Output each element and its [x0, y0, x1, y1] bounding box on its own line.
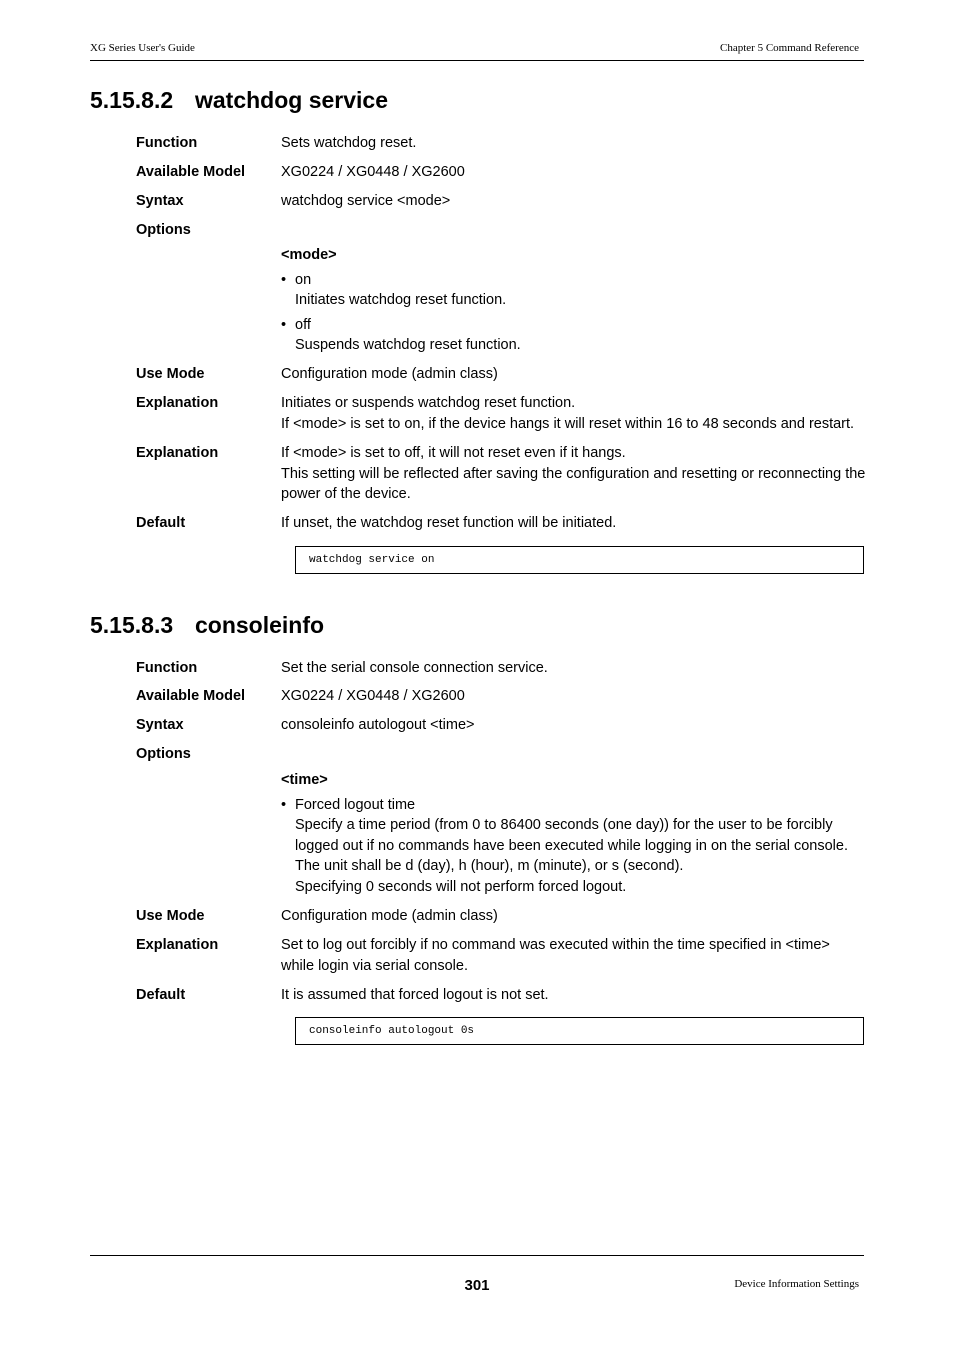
footer-section: Device Information Settings — [734, 1278, 859, 1290]
use-mode-label: Use Mode — [136, 366, 205, 382]
bullet-desc: Suspends watchdog reset function. — [295, 337, 521, 353]
section-heading-consoleinfo — [90, 612, 324, 639]
function-value: Sets watchdog reset. — [281, 135, 417, 151]
bullet-desc: Specifying 0 seconds will not perform forced logout. — [295, 878, 627, 895]
code-example — [295, 1017, 864, 1045]
function-label: Function — [136, 660, 198, 676]
explanation-line: If <mode> is set to on, if the device hangs it will reset within 16 to 48 seconds and restart. — [281, 415, 855, 432]
bullet-item — [281, 270, 866, 311]
function-label: Function — [136, 135, 198, 151]
code-example — [295, 546, 864, 574]
option-name: <mode> — [281, 247, 337, 263]
model-value: XG0224 / XG0448 / XG2600 — [281, 688, 465, 704]
bullet-term: Forced logout time — [295, 796, 416, 813]
bullet-desc: The unit shall be d (day), h (hour), m (minute), or s (second). — [295, 858, 684, 874]
explanation-label: Explanation — [136, 395, 219, 411]
header-chapter: Chapter 5 Command Reference — [720, 42, 859, 54]
model-label: Available Model — [136, 164, 246, 180]
explanation-line: If <mode> is set to off, it will not reset even if it hangs. — [281, 445, 626, 461]
bullet-item — [281, 315, 866, 356]
model-label: Available Model — [136, 688, 246, 704]
syntax-label: Syntax — [136, 717, 184, 733]
options-label: Options — [136, 746, 191, 762]
bullet-icon: • — [281, 271, 287, 288]
syntax-value: consoleinfo autologout <time> — [281, 717, 475, 733]
explanation-value: Set to log out forcibly if no command was executed within the time specified in <time> while login via serial console. — [281, 937, 830, 974]
bullet-term: off — [295, 316, 311, 333]
footer-rule — [90, 1255, 864, 1256]
syntax-value: watchdog service <mode> — [281, 193, 451, 209]
options-label: Options — [136, 222, 191, 238]
function-value: Set the serial console connection service. — [281, 660, 548, 676]
section-title: watchdog service — [195, 87, 389, 113]
section-title: consoleinfo — [195, 612, 325, 638]
bullet-icon: • — [281, 316, 287, 333]
section-number: 5.15.8.3 — [90, 612, 174, 638]
code-text: consoleinfo autologout 0s — [309, 1025, 475, 1037]
bullet-icon: • — [281, 796, 287, 813]
option-name: <time> — [281, 772, 328, 788]
bullet-desc: Initiates watchdog reset function. — [295, 292, 507, 308]
use-mode-value: Configuration mode (admin class) — [281, 908, 498, 924]
bullet-term: on — [295, 271, 312, 288]
use-mode-value: Configuration mode (admin class) — [281, 366, 498, 382]
explanation-label: Explanation — [136, 937, 219, 953]
bullet-item — [281, 795, 866, 898]
explanation-line: This setting will be reflected after saving the configuration and resetting or reconnecting the power of the device. — [281, 465, 866, 502]
default-value: It is assumed that forced logout is not set. — [281, 987, 549, 1003]
header-guide-title: XG Series User's Guide — [90, 42, 195, 54]
explanation-label: Explanation — [136, 445, 219, 461]
syntax-label: Syntax — [136, 193, 184, 209]
default-value: If unset, the watchdog reset function will be initiated. — [281, 515, 617, 531]
model-value: XG0224 / XG0448 / XG2600 — [281, 164, 465, 180]
section-number: 5.15.8.2 — [90, 87, 174, 113]
use-mode-label: Use Mode — [136, 908, 205, 924]
page-header — [90, 42, 864, 61]
page-number: 301 — [464, 1277, 490, 1294]
default-label: Default — [136, 515, 186, 531]
explanation-line: Initiates or suspends watchdog reset function. — [281, 395, 576, 411]
bullet-desc: Specify a time period (from 0 to 86400 seconds (one day)) for the user to be forcibly logged out if no commands have been executed while logging in on the serial console. — [295, 817, 848, 854]
section-heading-watchdog — [90, 87, 388, 114]
default-label: Default — [136, 987, 186, 1003]
code-text: watchdog service on — [309, 554, 435, 566]
